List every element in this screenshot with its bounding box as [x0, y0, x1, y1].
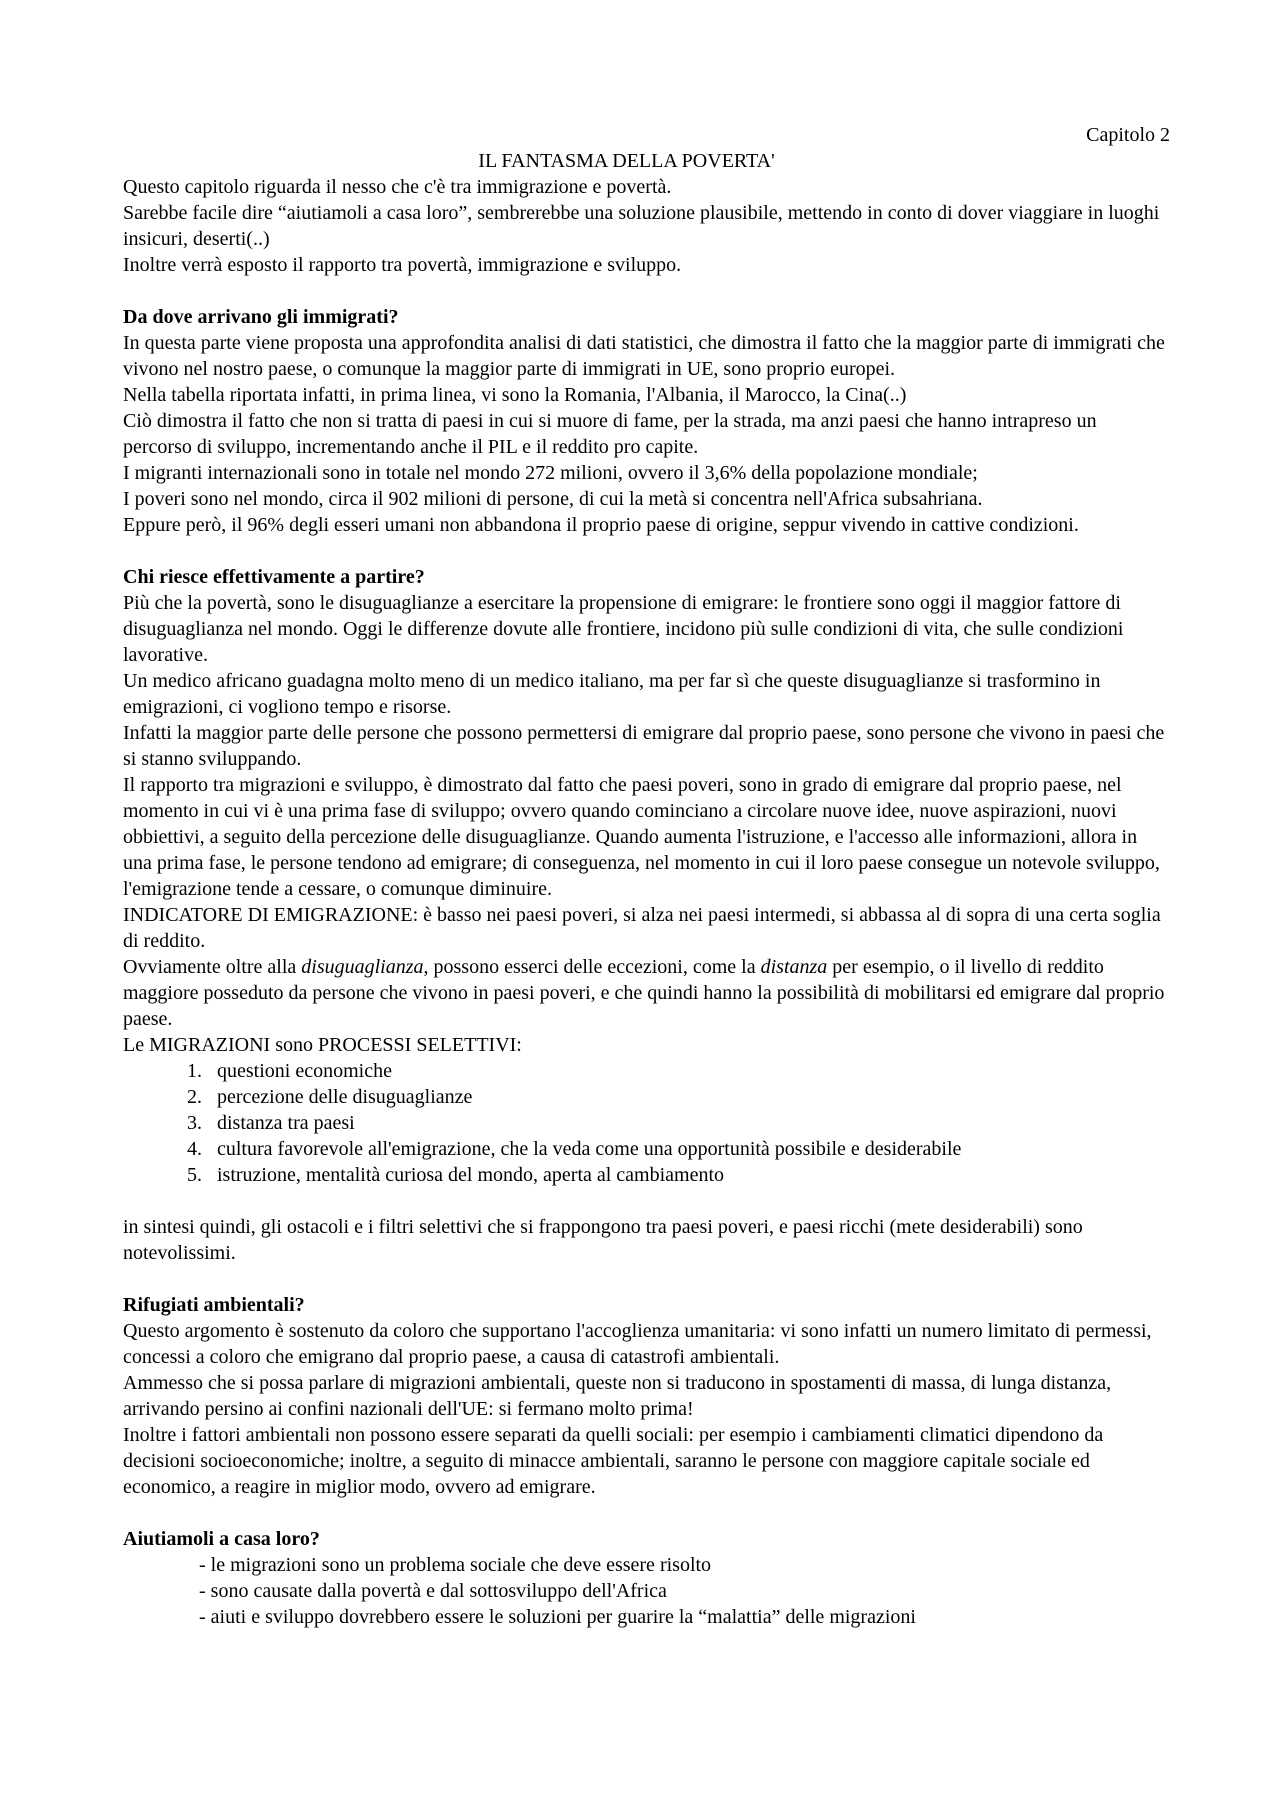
italic-term: distanza: [760, 956, 828, 978]
list-number: 1.: [187, 1060, 202, 1082]
chapter-label: Capitolo 2: [1086, 124, 1170, 146]
dash-list-item: - aiuti e sviluppo dovrebbero essere le soluzioni per guarire la “malattia” delle migrazioni: [199, 1606, 916, 1628]
spacer: [123, 278, 1170, 304]
body-paragraph: Un medico africano guadagna molto meno di un medico italiano, ma per far sì che queste disuguaglianze si trasformino in emigrazioni, ci vogliono tempo e risorse.: [123, 670, 1101, 718]
list-text: istruzione, mentalità curiosa del mondo, aperta al cambiamento: [217, 1164, 725, 1186]
intro-paragraph: Sarebbe facile dire “aiutiamoli a casa loro”, sembrerebbe una soluzione plausibile, mettendo in conto di dover viaggiare in luoghi insicuri, deserti(..): [123, 202, 1160, 250]
document-page: [123, 122, 1170, 1630]
list-item: [172, 1162, 1170, 1188]
body-paragraph: Eppure però, il 96% degli esseri umani non abbandona il proprio paese di origine, seppur vivendo in cattive condizioni.: [123, 514, 1079, 536]
body-paragraph: Nella tabella riportata infatti, in prima linea, vi sono la Romania, l'Albania, il Marocco, la Cina(..): [123, 384, 907, 406]
list-item: [172, 1084, 1170, 1110]
body-paragraph: Infatti la maggior parte delle persone che possono permettersi di emigrare dal proprio paese, sono persone che vivono in paesi che si stanno sviluppando.: [123, 722, 1165, 770]
page-title: IL FANTASMA DELLA POVERTA': [478, 150, 775, 172]
list-text: questioni economiche: [217, 1060, 392, 1082]
section-heading-origin: Da dove arrivano gli immigrati?: [123, 306, 399, 328]
list-intro: Le MIGRAZIONI sono PROCESSI SELETTIVI:: [123, 1034, 522, 1056]
section-heading-who-leaves: Chi riesce effettivamente a partire?: [123, 566, 425, 588]
list-text: distanza tra paesi: [217, 1112, 355, 1134]
body-paragraph-exceptions: [123, 954, 1170, 1032]
section-heading-refugees: Rifugiati ambientali?: [123, 1294, 305, 1316]
body-paragraph: Ciò dimostra il fatto che non si tratta di paesi in cui si muore di fame, per la strada, ma anzi paesi che hanno intrapreso un percorso di sviluppo, incrementando anche il PIL e il reddito pro capite.: [123, 410, 1097, 458]
body-paragraph: In questa parte viene proposta una approfondita analisi di dati statistici, che dimostra il fatto che la maggior parte di immigrati che vivono nel nostro paese, o comunque la maggior parte di immigrati in UE, sono proprio europei.: [123, 332, 1165, 380]
list-number: 4.: [187, 1138, 202, 1160]
section-heading-help-them: Aiutiamoli a casa loro?: [123, 1528, 320, 1550]
list-item: [172, 1110, 1170, 1136]
body-paragraph: Il rapporto tra migrazioni e sviluppo, è dimostrato dal fatto che paesi poveri, sono in grado di emigrare dal proprio paese, nel momento in cui vi è una prima fase di sviluppo; ovvero quando cominciano a circolare nuove idee, nuove aspirazioni, nuovi obbiettivi, a seguito della percezione delle disuguaglianze. Quando aumenta l'istruzione, e l'accesso alle informazioni, allora in una prima fase, le persone tendono ad emigrare; di conseguenza, nel momento in cui il loro paese consegue un notevole sviluppo, l'emigrazione tende a cessare, o comunque diminuire.: [123, 774, 1160, 900]
list-item: [172, 1136, 1170, 1162]
spacer: [123, 538, 1170, 564]
intro-paragraph: Questo capitolo riguarda il nesso che c'è tra immigrazione e povertà.: [123, 176, 672, 198]
numbered-list: [123, 1058, 1170, 1188]
body-paragraph: I poveri sono nel mondo, circa il 902 milioni di persone, di cui la metà si concentra nell'Africa subsahriana.: [123, 488, 983, 510]
list-number: 3.: [187, 1112, 202, 1134]
list-item: [172, 1058, 1170, 1084]
spacer: [123, 1266, 1170, 1292]
text-run: , possono esserci delle eccezioni, come la: [423, 956, 761, 978]
list-text: percezione delle disuguaglianze: [217, 1086, 473, 1108]
text-run: per esempio, o il livello di reddito maggiore posseduto da persone che vivono in paesi poveri, e che quindi hanno la possibilità di mobilitarsi ed emigrare dal proprio paese.: [123, 956, 1165, 1030]
spacer: [123, 1500, 1170, 1526]
list-text: cultura favorevole all'emigrazione, che la veda come una opportunità possibile e desiderabile: [217, 1138, 962, 1160]
summary-paragraph: in sintesi quindi, gli ostacoli e i filtri selettivi che si frappongono tra paesi poveri, e paesi ricchi (mete desiderabili) sono notevolissimi.: [123, 1216, 1083, 1264]
intro-paragraph: Inoltre verrà esposto il rapporto tra povertà, immigrazione e sviluppo.: [123, 254, 682, 276]
body-paragraph: Questo argomento è sostenuto da coloro che supportano l'accoglienza umanitaria: vi sono infatti un numero limitato di permessi, concessi a coloro che emigrano dal proprio paese, a causa di catastrofi ambientali.: [123, 1320, 1152, 1368]
body-paragraph: I migranti internazionali sono in totale nel mondo 272 milioni, ovvero il 3,6% della popolazione mondiale;: [123, 462, 978, 484]
dash-list-item: - le migrazioni sono un problema sociale che deve essere risolto: [199, 1554, 712, 1576]
text-run: Ovviamente oltre alla: [123, 956, 302, 978]
body-paragraph: Più che la povertà, sono le disuguaglianze a esercitare la propensione di emigrare: le frontiere sono oggi il maggior fattore di disuguaglianza nel mondo. Oggi le differenze dovute alle frontiere, incidono più sulle condizioni di vita, che sulle condizioni lavorative.: [123, 592, 1124, 666]
list-number: 2.: [187, 1086, 202, 1108]
spacer: [123, 1188, 1170, 1214]
dash-list-item: - sono causate dalla povertà e dal sottosviluppo dell'Africa: [199, 1580, 667, 1602]
body-paragraph: Inoltre i fattori ambientali non possono essere separati da quelli sociali: per esempio i cambiamenti climatici dipendono da decisioni socioeconomiche; inoltre, a seguito di minacce ambientali, saranno le persone con maggiore capitale sociale ed economico, a reagire in miglior modo, ovvero ad emigrare.: [123, 1424, 1104, 1498]
dash-list: [123, 1552, 1170, 1630]
body-paragraph: Ammesso che si possa parlare di migrazioni ambientali, queste non si traducono in spostamenti di massa, di lunga distanza, arrivando persino ai confini nazionali dell'UE: si fermano molto prima!: [123, 1372, 1112, 1420]
body-paragraph: INDICATORE DI EMIGRAZIONE: è basso nei paesi poveri, si alza nei paesi intermedi, si abbassa al di sopra di una certa soglia di reddito.: [123, 904, 1161, 952]
list-number: 5.: [187, 1164, 202, 1186]
italic-term: disuguaglianza: [301, 956, 424, 978]
